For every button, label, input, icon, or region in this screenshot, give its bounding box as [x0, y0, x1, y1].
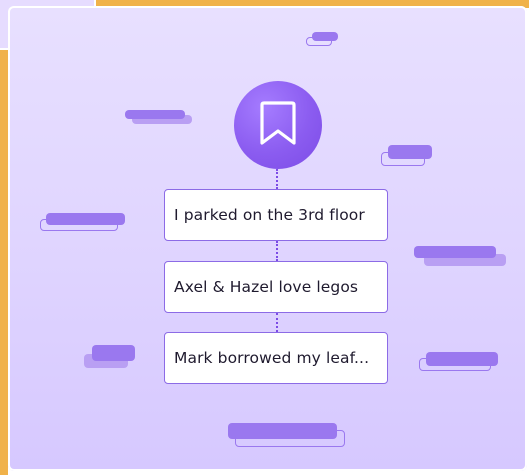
- decor-pill: [312, 32, 338, 41]
- connector-line: [276, 169, 278, 189]
- decor-pill: [414, 246, 496, 258]
- decor-pill: [46, 213, 125, 225]
- bookmark-badge: [234, 81, 322, 169]
- connector-line: [276, 313, 278, 332]
- note-card: [164, 189, 388, 241]
- bookmark-icon: [258, 99, 298, 151]
- decor-pill: [125, 110, 185, 119]
- decor-pill: [426, 352, 498, 366]
- decor-pill: [228, 423, 337, 439]
- note-card: [164, 332, 388, 384]
- decor-pill: [92, 345, 135, 361]
- frame-left-bar: [0, 48, 8, 475]
- note-text: I parked on the 3rd floor: [174, 206, 365, 224]
- note-text: Axel & Hazel love legos: [174, 278, 359, 296]
- connector-line: [276, 241, 278, 261]
- note-card: [164, 261, 388, 313]
- decor-pill: [388, 145, 432, 159]
- note-text: Mark borrowed my leaf...: [174, 349, 370, 367]
